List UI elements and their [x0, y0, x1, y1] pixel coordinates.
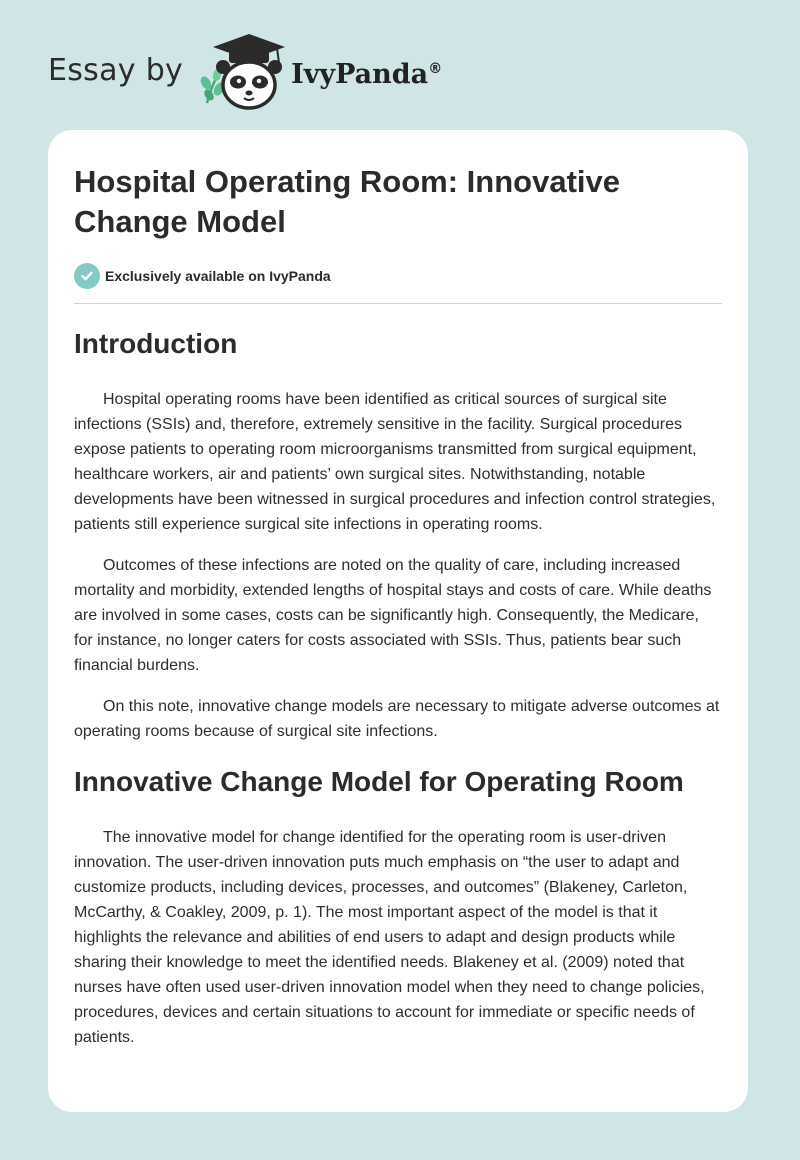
- essay-title: Hospital Operating Room: Innovative Change Model: [74, 164, 620, 239]
- paragraph: The innovative model for change identified for the operating room is user-driven innovation. The user-driven innovation puts much emphasis on “the user to adapt and customize products, including devices, processes, and outcomes” (Blakeney, Carleton, McCarthy, & Coakley, 2009, p. 1). The most important aspect of the model is that it highlights the relevance and abilities of end users to adapt and design products while sharing their knowledge to meet the identified needs. Blakeney et al. (2009) noted that nurses have often used user-driven innovation model when they need to change policies, procedures, devices and certain situations to account for immediate or specific needs of patients.: [74, 829, 705, 1046]
- paragraph: On this note, innovative change models are necessary to mitigate adverse outcomes at operating rooms because of surgical site infections.: [74, 698, 720, 740]
- paragraph: Hospital operating rooms have been identified as critical sources of surgical site infections (SSIs) and, therefore, extremely sensitive in the facility. Surgical procedures expose patients to operating room microorganisms transmitted from surgical equipment, healthcare workers, air and patients’ own surgical sites. Notwithstanding, notable developments have been witnessed in surgical procedures and infection control strategies, patients still experience surgical site infections in operating rooms.: [74, 391, 716, 533]
- section-heading-introduction: Introduction: [74, 328, 238, 359]
- brand-prefix: Essay by: [48, 52, 184, 88]
- check-circle-icon: [74, 263, 100, 289]
- brand-header[interactable]: [48, 34, 442, 114]
- brand-name: IvyPanda®: [291, 58, 443, 90]
- essay-body: [74, 320, 722, 1050]
- exclusive-badge: [74, 263, 331, 289]
- section-heading-change-model: Innovative Change Model for Operating Room: [74, 766, 684, 797]
- essay-card: [48, 130, 748, 1112]
- panda-logo-icon: [197, 33, 289, 111]
- paragraph: Outcomes of these infections are noted on the quality of care, including increased mortality and morbidity, extended lengths of hospital stays and costs of care. While deaths are involved in some cases, costs can be significantly high. Consequently, the Medicare, for instance, no longer caters for costs associated with SSIs. Thus, patients bear such financial burdens.: [74, 557, 712, 674]
- badge-text: Exclusively available on IvyPanda: [105, 268, 331, 284]
- title-divider: [74, 303, 722, 304]
